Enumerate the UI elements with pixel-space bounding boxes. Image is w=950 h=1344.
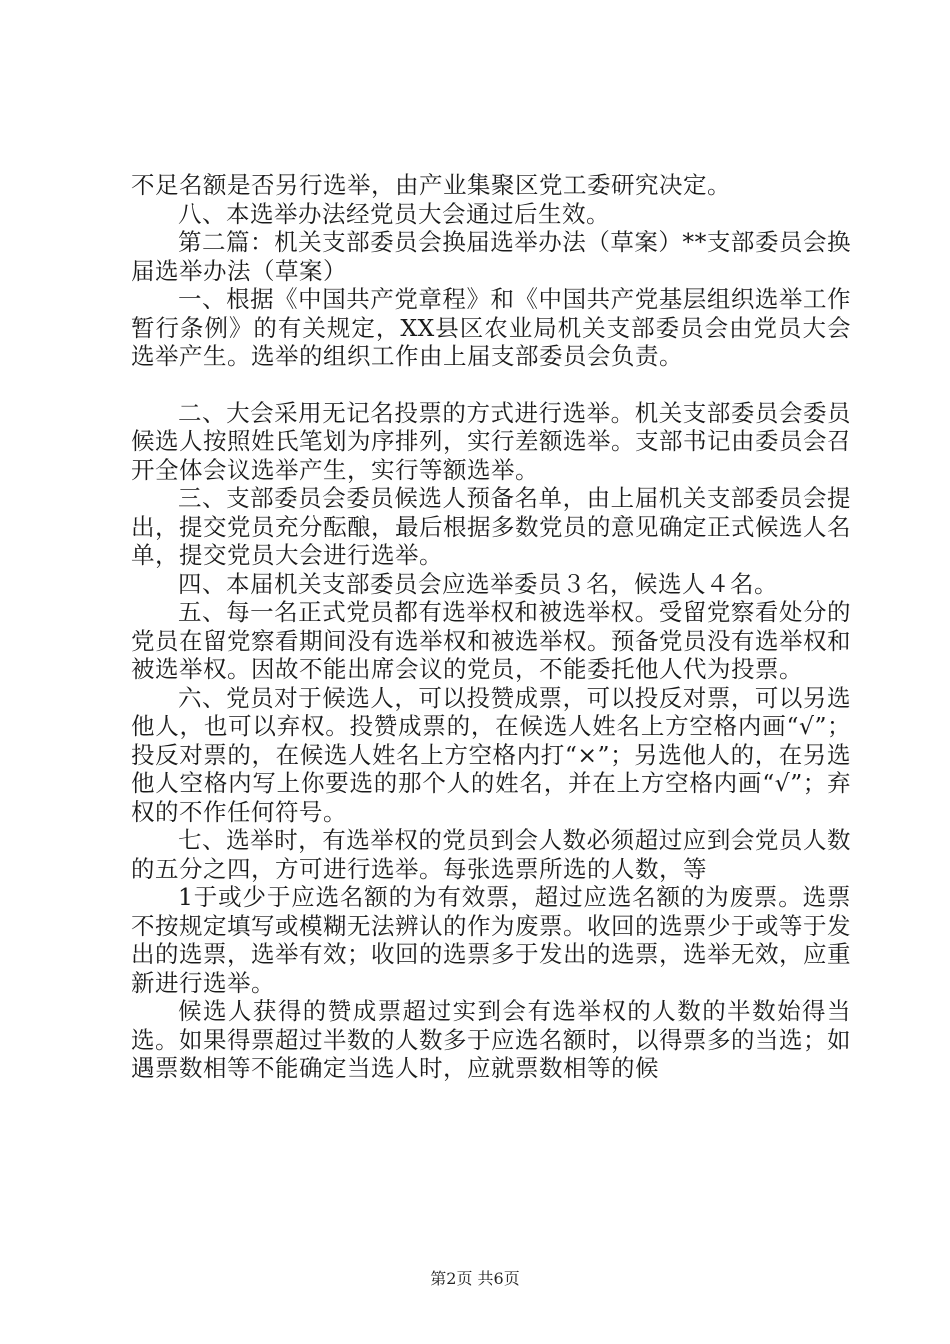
paragraph-article-2: 二、大会采用无记名投票的方式进行选举。机关支部委员会委员候选人按照姓氏笔划为序排列，实行差额选举。支部书记由委员会召开全体会议选举产生，实行等额选举。 [131, 398, 851, 484]
paragraph-article-4: 四、本届机关支部委员会应选举委员３名，候选人４名。 [178, 569, 778, 598]
page-number: 第2页 共6页 [430, 1269, 520, 1288]
paragraph-article-5: 五、每一名正式党员都有选举权和被选举权。受留党察看处分的党员在留党察看期间没有选举权和被选举权。预备党员没有选举权和被选举权。因故不能出席会议的党员，不能委托他人代为投票。 [131, 598, 851, 683]
paragraph-article-6: 六、党员对于候选人，可以投赞成票，可以投反对票，可以另选他人，也可以弃权。投赞成票的，在候选人姓名上方空格内画“√”；投反对票的，在候选人姓名上方空格内打“×”；另选他人的，在另选他人空格内写上你要选的那个人的姓名，并在上方空格内画“√”；弃权的不作任何符号。 [131, 683, 851, 826]
paragraph-article-1: 一、根据《中国共产党章程》和《中国共产党基层组织选举工作暂行条例》的有关规定，XX县区农业局机关支部委员会由党员大会选举产生。选举的组织工作由上届支部委员会负责。 [131, 285, 851, 370]
paragraph-article-7: 七、选举时，有选举权的党员到会人数必须超过应到会党员人数的五分之四，方可进行选举。每张选票所选的人数，等 [131, 826, 851, 883]
paragraph-article-3: 三、支部委员会委员候选人预备名单，由上届机关支部委员会提出，提交党员充分酝酿，最后根据多数党员的意见确定正式候选人名单，提交党员大会进行选举。 [131, 484, 851, 569]
paragraph-article-8: 八、本选举办法经党员大会通过后生效。 [178, 199, 610, 228]
section-heading: 第二篇：机关支部委员会换届选举办法（草案）**支部委员会换届选举办法（草案） [131, 228, 851, 285]
paragraph-election-rule: 候选人获得的赞成票超过实到会有选举权的人数的半数始得当选。如果得票超过半数的人数多于应选名额时，以得票多的当选；如遇票数相等不能确定当选人时，应就票数相等的候 [131, 997, 851, 1082]
paragraph-continuation: 不足名额是否另行选举，由产业集聚区党工委研究决定。 [131, 171, 731, 199]
paragraph-article-7-continued: 1于或少于应选名额的为有效票，超过应选名额的为废票。选票不按规定填写或模糊无法辨认的作为废票。收回的选票少于或等于发出的选票，选举有效；收回的选票多于发出的选票，选举无效，应重新进行选举。 [131, 883, 851, 997]
document-body [131, 171, 851, 1083]
page-footer [0, 1269, 950, 1289]
